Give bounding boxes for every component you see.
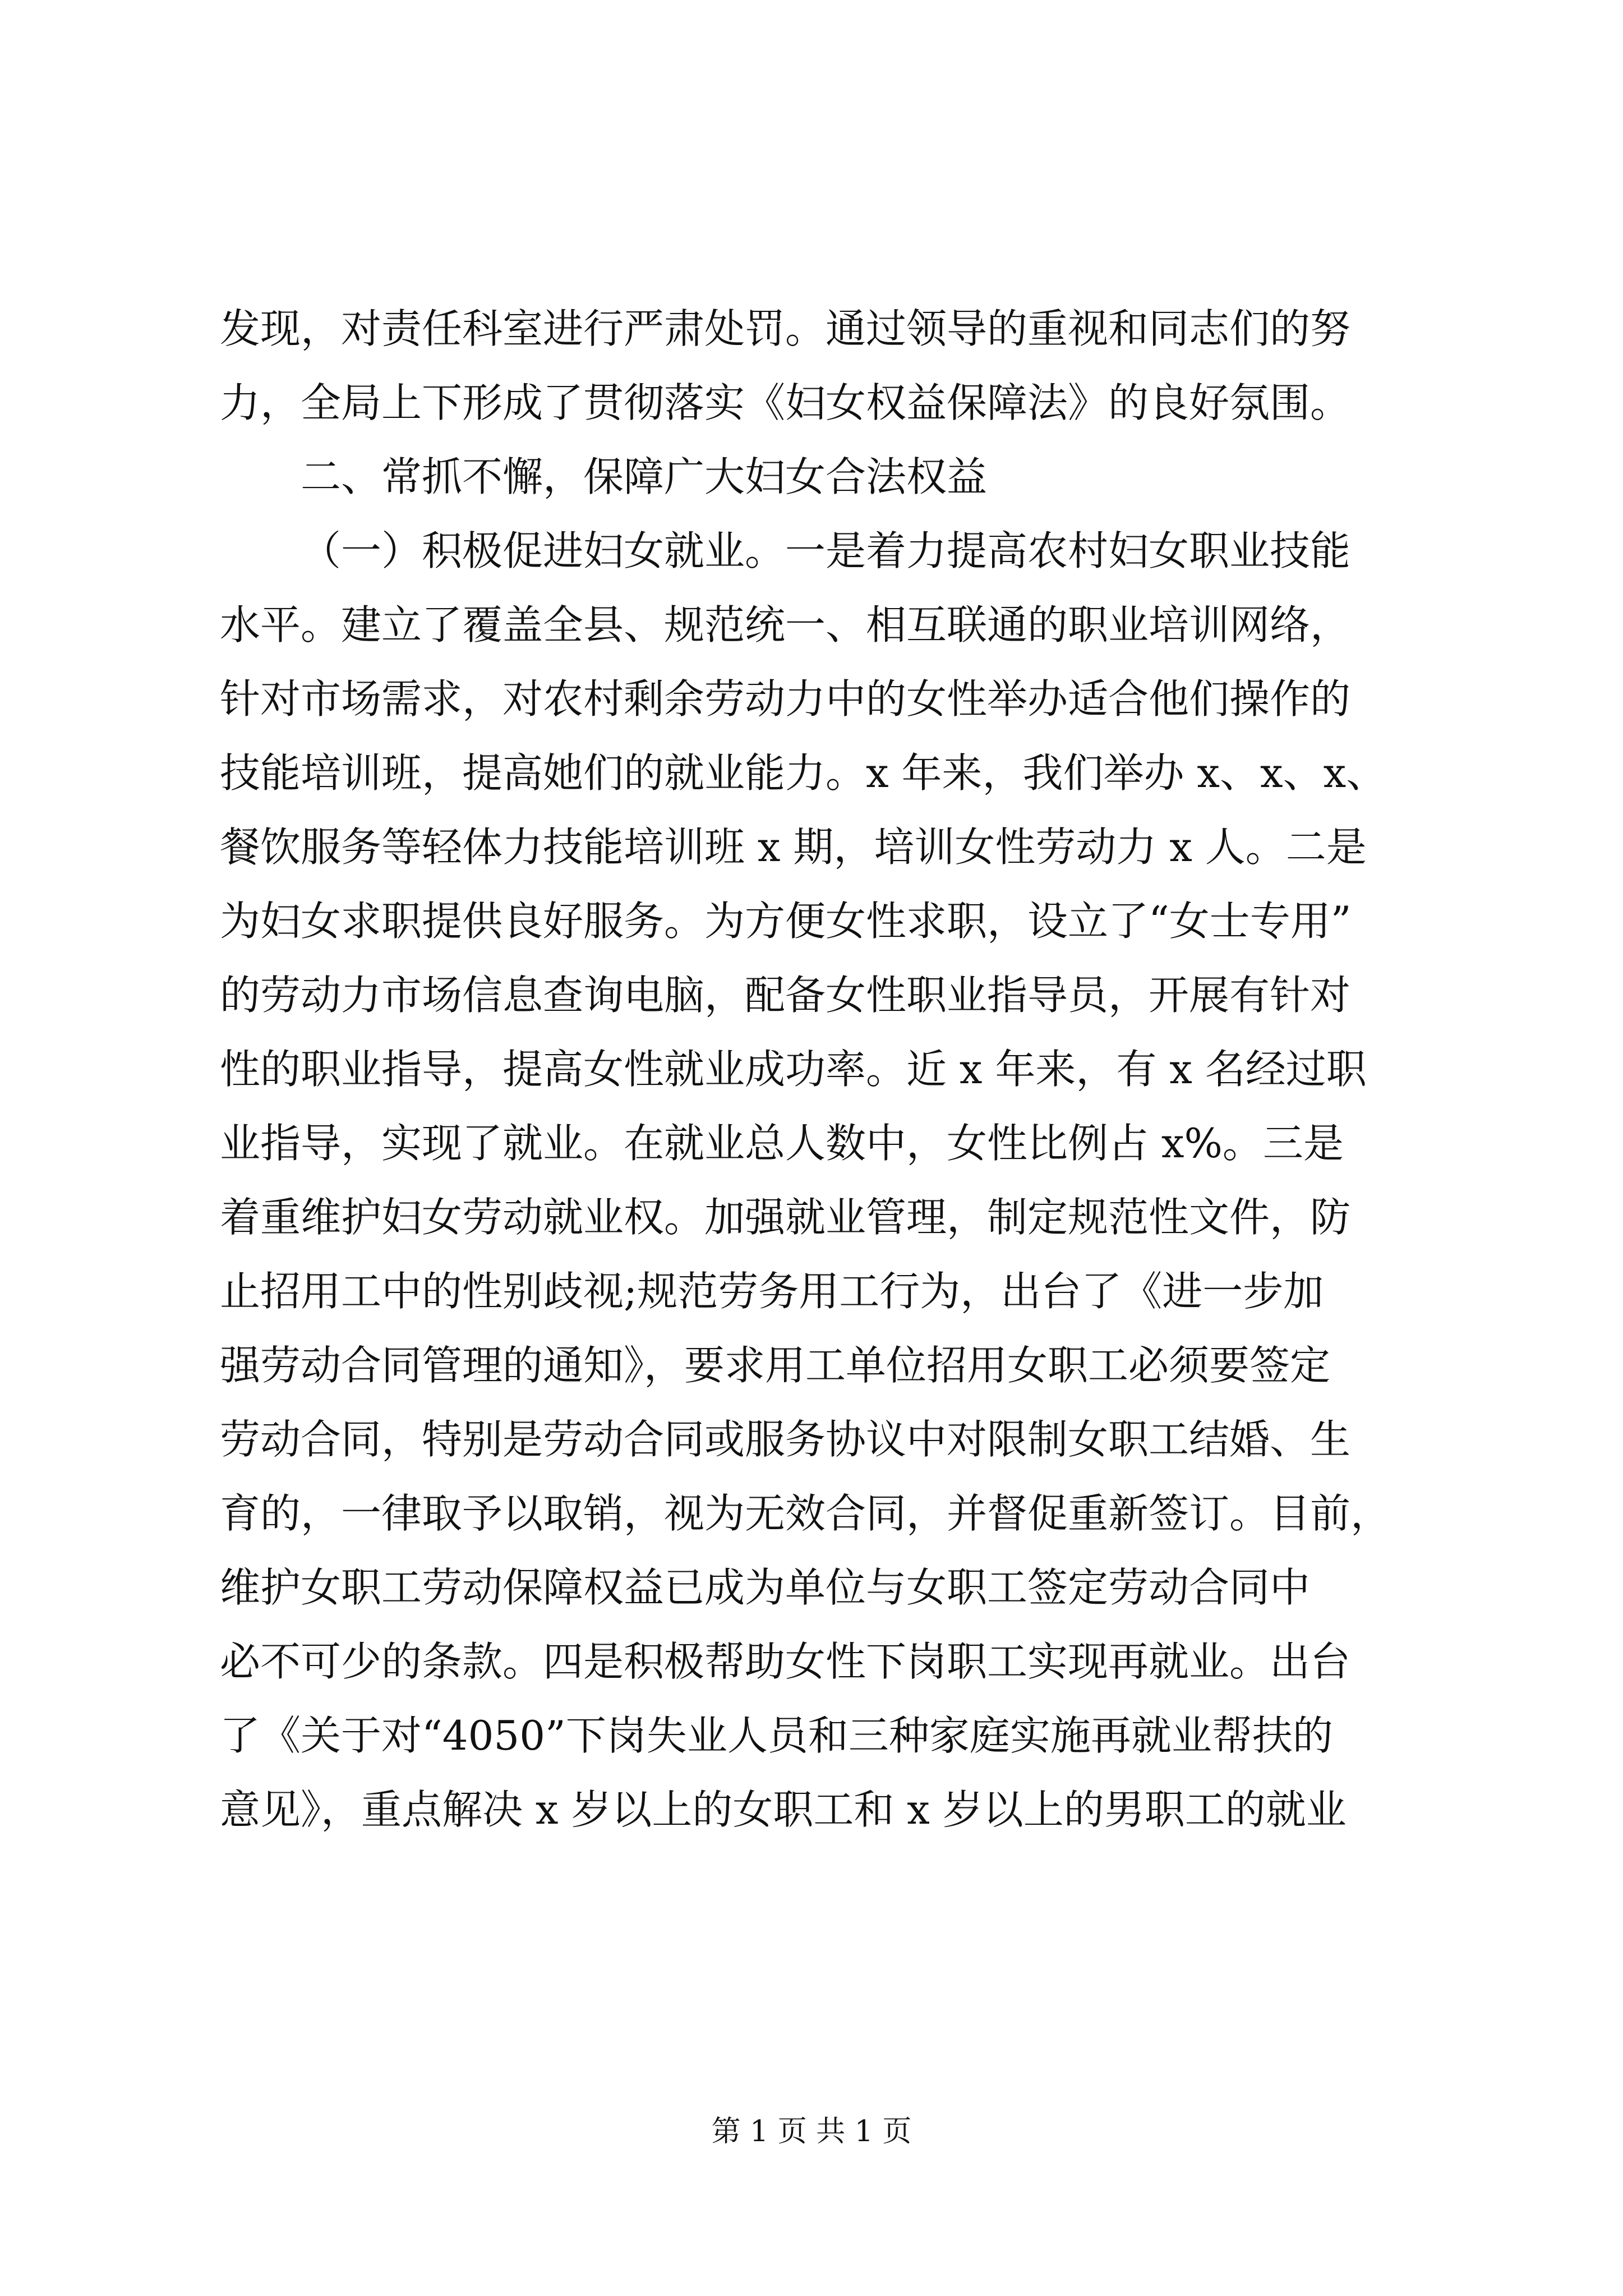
text-line: 维护女职工劳动保障权益已成为单位与女职工签定劳动合同中	[220, 1564, 1311, 1611]
page-footer: 第 1 页 共 1 页	[711, 2115, 912, 2148]
text-line: 性的职业指导，提高女性就业成功率。近 x 年来，有 x 名经过职	[220, 1046, 1367, 1093]
text-line: 强劳动合同管理的通知》，要求用工单位招用女职工必须要签定	[220, 1342, 1331, 1389]
text-line: （一）积极促进妇女就业。一是着力提高农村妇女职业技能	[301, 527, 1351, 574]
text-line: 的劳动力市场信息查询电脑，配备女性职业指导员，开展有针对	[220, 972, 1351, 1019]
text-line: 着重维护妇女劳动就业权。加强就业管理，制定规范性文件，防	[220, 1194, 1351, 1241]
text-line: 力，全局上下形成了贯彻落实《妇女权益保障法》的良好氛围。	[220, 379, 1351, 426]
text-line: 止招用工中的性别歧视;规范劳务用工行为，出台了《进一步加	[220, 1268, 1324, 1315]
text-line: 意见》，重点解决 x 岁以上的女职工和 x 岁以上的男职工的就业	[220, 1786, 1347, 1833]
text-line: 业指导，实现了就业。在就业总人数中，女性比例占 x%。三是	[220, 1120, 1344, 1167]
text-line: 为妇女求职提供良好服务。为方便女性求职，设立了“女士专用”	[220, 898, 1352, 945]
text-line: 必不可少的条款。四是积极帮助女性下岗职工实现再就业。出台	[220, 1638, 1351, 1685]
text-line: 育的，一律取予以取销，视为无效合同，并督促重新签订。目前，	[220, 1490, 1391, 1537]
text-line: 针对市场需求，对农村剩余劳动力中的女性举办适合他们操作的	[220, 675, 1351, 723]
text-line: 了《关于对“4050”下岗失业人员和三种家庭实施再就业帮扶的	[220, 1712, 1333, 1759]
text-line: 餐饮服务等轻体力技能培训班 x 期，培训女性劳动力 x 人。二是	[220, 823, 1367, 871]
text-line: 劳动合同，特别是劳动合同或服务协议中对限制女职工结婚、生	[220, 1416, 1351, 1463]
text-line: 二、常抓不懈，保障广大妇女合法权益	[301, 453, 988, 500]
text-line: 发现，对责任科室进行严肃处罚。通过领导的重视和同志们的努	[220, 305, 1351, 352]
text-line: 技能培训班，提高她们的就业能力。x 年来，我们举办 x、x、x、	[220, 749, 1387, 797]
text-line: 水平。建立了覆盖全县、规范统一、相互联通的职业培训网络，	[220, 601, 1351, 648]
document-body	[220, 292, 1426, 1847]
